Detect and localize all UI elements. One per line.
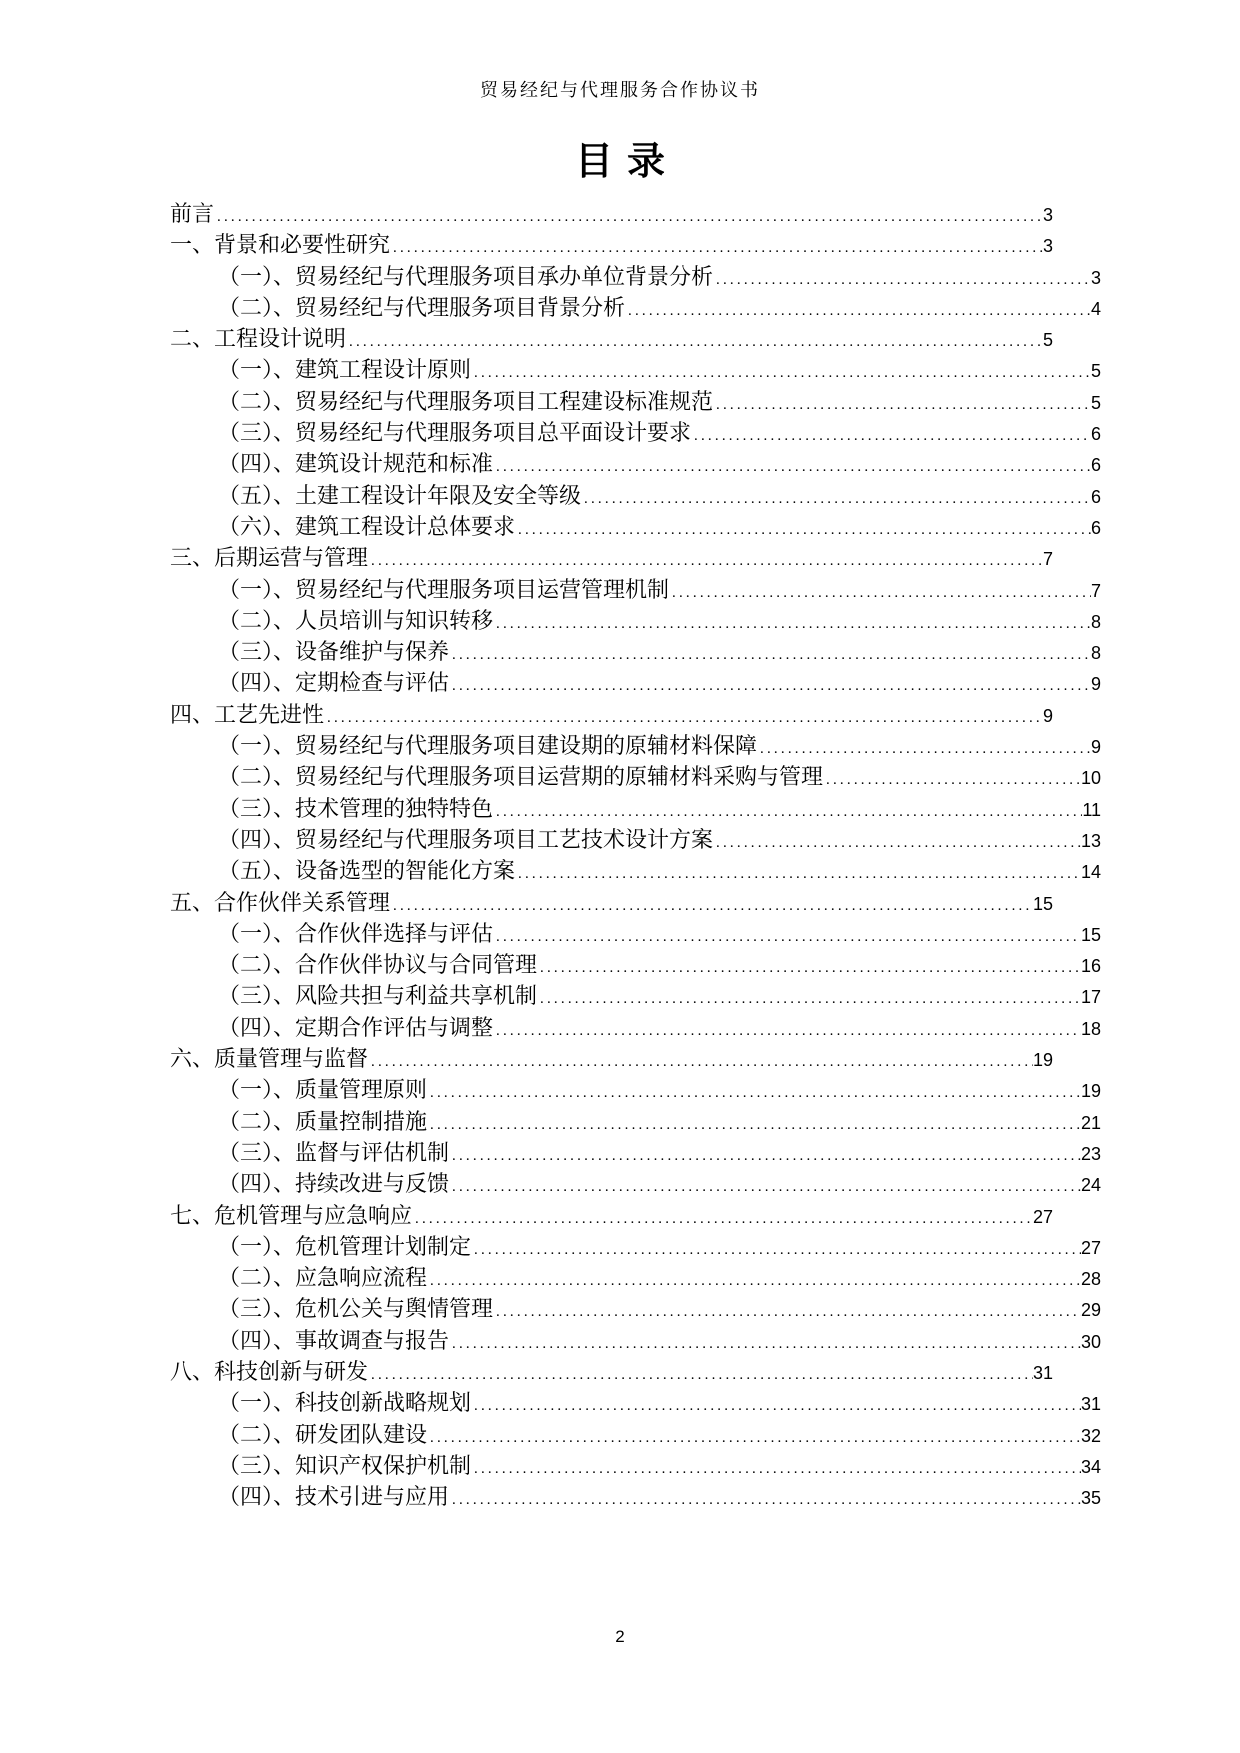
toc-entry[interactable] (170, 700, 1053, 731)
toc-entry-page-number: 8 (1090, 643, 1101, 664)
toc-dot-leader (346, 334, 1043, 351)
toc-dot-leader (449, 1492, 1081, 1509)
toc-entry-label: 三、后期运营与管理 (170, 545, 369, 571)
toc-entry[interactable] (170, 637, 1101, 668)
toc-entry[interactable] (170, 418, 1101, 449)
toc-entry-label: （二）、研发团队建设 (218, 1421, 428, 1447)
toc-dot-leader (471, 365, 1091, 382)
toc-entry[interactable] (170, 1420, 1101, 1451)
toc-dot-leader (427, 1430, 1081, 1447)
toc-entry[interactable] (170, 199, 1053, 230)
toc-entry-label: 二、工程设计说明 (170, 326, 347, 352)
toc-entry[interactable] (170, 794, 1101, 825)
toc-entry-page-number: 8 (1090, 611, 1101, 632)
toc-entry[interactable] (170, 731, 1101, 762)
toc-entry-page-number: 5 (1090, 392, 1101, 413)
toc-dot-leader (493, 459, 1091, 476)
toc-dot-leader (214, 209, 1043, 226)
toc-entry-page-number: 19 (1080, 1081, 1101, 1102)
toc-dot-leader (493, 929, 1081, 946)
toc-dot-leader (449, 647, 1091, 664)
toc-entry[interactable] (170, 575, 1101, 606)
toc-entry[interactable] (170, 950, 1101, 981)
toc-entry-label: （四）、贸易经纪与代理服务项目工艺技术设计方案 (218, 826, 714, 852)
toc-entry-page-number: 27 (1080, 1237, 1101, 1258)
toc-entry-page-number: 9 (1042, 705, 1053, 726)
toc-entry-label: （四）、建筑设计规范和标准 (218, 451, 494, 477)
toc-dot-leader (625, 303, 1091, 320)
toc-entry[interactable] (170, 1263, 1101, 1294)
toc-dot-leader (713, 835, 1081, 852)
toc-dot-leader (412, 1211, 1033, 1228)
toc-entry-label: 一、背景和必要性研究 (170, 232, 391, 258)
toc-entry-page-number: 27 (1032, 1206, 1053, 1227)
toc-entry-page-number: 9 (1090, 674, 1101, 695)
toc-entry-page-number: 14 (1080, 862, 1101, 883)
toc-entry[interactable] (170, 919, 1101, 950)
toc-entry-page-number: 5 (1090, 361, 1101, 382)
toc-entry-page-number: 30 (1080, 1331, 1101, 1352)
toc-entry[interactable] (170, 293, 1101, 324)
toc-entry-label: （一）、贸易经纪与代理服务项目运营管理机制 (218, 576, 670, 602)
toc-entry[interactable] (170, 1107, 1101, 1138)
toc-entry-label: （五）、设备选型的智能化方案 (218, 858, 516, 884)
toc-entry-label: （四）、定期检查与评估 (218, 670, 450, 696)
table-of-contents (170, 199, 1101, 1513)
toc-entry-page-number: 16 (1080, 956, 1101, 977)
toc-entry-label: （三）、技术管理的独特特色 (218, 795, 494, 821)
toc-entry[interactable] (170, 481, 1101, 512)
toc-entry[interactable] (170, 606, 1101, 637)
toc-dot-leader (427, 1085, 1081, 1102)
toc-dot-leader (691, 428, 1091, 445)
toc-entry-label: （三）、设备维护与保养 (218, 639, 450, 665)
toc-entry-page-number: 21 (1080, 1112, 1101, 1133)
toc-dot-leader (515, 522, 1091, 539)
toc-dot-leader (823, 772, 1081, 789)
toc-entry-page-number: 35 (1080, 1488, 1101, 1509)
toc-entry-page-number: 29 (1080, 1300, 1101, 1321)
toc-entry-label: （四）、定期合作评估与调整 (218, 1014, 494, 1040)
toc-entry-label: （一）、质量管理原则 (218, 1077, 428, 1103)
toc-entry-page-number: 6 (1090, 424, 1101, 445)
toc-entry-page-number: 24 (1080, 1175, 1101, 1196)
toc-entry-page-number: 15 (1032, 893, 1053, 914)
toc-entry[interactable] (170, 1357, 1053, 1388)
toc-dot-leader (537, 960, 1081, 977)
toc-entry-page-number: 4 (1090, 298, 1101, 319)
toc-entry-page-number: 6 (1090, 486, 1101, 507)
toc-entry[interactable] (170, 1044, 1053, 1075)
toc-entry[interactable] (170, 230, 1053, 261)
toc-entry-label: （二）、应急响应流程 (218, 1265, 428, 1291)
toc-entry-label: （三）、知识产权保护机制 (218, 1452, 472, 1478)
toc-entry[interactable] (170, 668, 1101, 699)
toc-dot-leader (471, 1461, 1081, 1478)
toc-entry-label: （五）、土建工程设计年限及安全等级 (218, 482, 582, 508)
toc-dot-leader (581, 491, 1091, 508)
toc-entry[interactable] (170, 262, 1101, 293)
toc-dot-leader (390, 240, 1043, 257)
toc-entry-page-number: 17 (1080, 987, 1101, 1008)
toc-dot-leader (471, 1398, 1081, 1415)
toc-dot-leader (713, 397, 1091, 414)
toc-entry-page-number: 15 (1080, 924, 1101, 945)
toc-entry[interactable] (170, 1013, 1101, 1044)
toc-entry-label: （一）、贸易经纪与代理服务项目建设期的原辅材料保障 (218, 733, 758, 759)
toc-entry[interactable] (170, 355, 1101, 386)
toc-dot-leader (368, 553, 1043, 570)
toc-entry-page-number: 11 (1082, 799, 1101, 820)
toc-entry-page-number: 7 (1042, 549, 1053, 570)
toc-entry-page-number: 5 (1042, 330, 1053, 351)
toc-entry-label: （四）、持续改进与反馈 (218, 1171, 450, 1197)
toc-entry-label: 五、合作伙伴关系管理 (170, 889, 391, 915)
toc-entry[interactable] (170, 512, 1101, 543)
toc-entry-label: 前言 (170, 201, 215, 226)
toc-entry[interactable] (170, 1169, 1101, 1200)
page-number-footer: 2 (615, 1627, 625, 1646)
toc-entry-label: 四、工艺先进性 (170, 701, 325, 727)
toc-entry-page-number: 28 (1080, 1269, 1101, 1290)
toc-entry[interactable] (170, 1294, 1101, 1325)
toc-entry[interactable] (170, 1388, 1101, 1419)
toc-entry[interactable] (170, 1451, 1101, 1482)
toc-entry-label: （二）、合作伙伴协议与合同管理 (218, 952, 538, 978)
toc-entry-page-number: 13 (1080, 830, 1101, 851)
toc-entry-page-number: 34 (1080, 1456, 1101, 1477)
toc-entry-label: 八、科技创新与研发 (170, 1358, 369, 1384)
toc-entry[interactable] (170, 1075, 1101, 1106)
toc-dot-leader (537, 991, 1081, 1008)
toc-dot-leader (449, 1148, 1081, 1165)
toc-entry[interactable] (170, 1232, 1101, 1263)
toc-dot-leader (324, 710, 1043, 727)
toc-dot-leader (757, 741, 1091, 758)
toc-dot-leader (493, 1304, 1081, 1321)
toc-entry[interactable] (170, 449, 1101, 480)
toc-dot-leader (368, 1367, 1033, 1384)
toc-entry[interactable] (170, 1138, 1101, 1169)
toc-entry-page-number: 6 (1090, 517, 1101, 538)
toc-entry[interactable] (170, 1482, 1101, 1513)
toc-dot-leader (390, 898, 1033, 915)
toc-entry-label: （一）、贸易经纪与代理服务项目承办单位背景分析 (218, 263, 714, 289)
document-header-title: 贸易经纪与代理服务合作协议书 (480, 80, 760, 100)
toc-entry-page-number: 3 (1042, 205, 1053, 225)
toc-entry-page-number: 9 (1090, 737, 1101, 758)
toc-entry-label: （二）、贸易经纪与代理服务项目背景分析 (218, 294, 626, 320)
toc-dot-leader (427, 1273, 1081, 1290)
toc-dot-leader (368, 1054, 1033, 1071)
toc-entry-page-number: 23 (1080, 1143, 1101, 1164)
toc-entry-label: （二）、贸易经纪与代理服务项目工程建设标准规范 (218, 388, 714, 414)
toc-entry-label: 七、危机管理与应急响应 (170, 1202, 413, 1228)
toc-dot-leader (449, 1179, 1081, 1196)
toc-entry-label: （三）、危机公关与舆情管理 (218, 1296, 494, 1322)
toc-entry-page-number: 3 (1090, 267, 1101, 288)
toc-entry-label: （三）、贸易经纪与代理服务项目总平面设计要求 (218, 420, 692, 446)
toc-dot-leader (515, 866, 1081, 883)
toc-title: 目录 (574, 141, 679, 183)
toc-entry[interactable] (170, 856, 1101, 887)
toc-entry-label: （一）、建筑工程设计原则 (218, 357, 472, 383)
toc-entry[interactable] (170, 387, 1101, 418)
toc-entry[interactable] (170, 543, 1053, 574)
toc-entry[interactable] (170, 888, 1053, 919)
toc-entry-label: （二）、质量控制措施 (218, 1108, 428, 1134)
toc-entry-label: （一）、科技创新战略规划 (218, 1390, 472, 1416)
toc-entry-label: （二）、贸易经纪与代理服务项目运营期的原辅材料采购与管理 (218, 764, 824, 790)
toc-entry[interactable] (170, 324, 1053, 355)
toc-dot-leader (713, 272, 1091, 289)
toc-entry-label: （四）、事故调查与报告 (218, 1327, 450, 1353)
toc-entry-label: （一）、危机管理计划制定 (218, 1233, 472, 1259)
toc-entry-page-number: 18 (1080, 1018, 1101, 1039)
toc-dot-leader (493, 1023, 1081, 1040)
toc-entry-page-number: 31 (1080, 1394, 1101, 1415)
toc-entry-label: （三）、风险共担与利益共享机制 (218, 983, 538, 1009)
toc-entry-label: （二）、人员培训与知识转移 (218, 607, 494, 633)
toc-entry[interactable] (170, 1201, 1053, 1232)
toc-entry[interactable] (170, 1326, 1101, 1357)
toc-dot-leader (449, 678, 1091, 695)
toc-entry[interactable] (170, 981, 1101, 1012)
toc-entry[interactable] (170, 762, 1101, 793)
toc-entry-label: （四）、技术引进与应用 (218, 1484, 450, 1510)
toc-entry-page-number: 7 (1090, 580, 1101, 601)
toc-entry-page-number: 6 (1090, 455, 1101, 476)
toc-dot-leader (449, 1336, 1081, 1353)
toc-entry-page-number: 31 (1032, 1362, 1053, 1383)
toc-entry[interactable] (170, 825, 1101, 856)
toc-dot-leader (493, 804, 1082, 821)
toc-dot-leader (471, 1242, 1081, 1259)
toc-entry-page-number: 3 (1042, 236, 1053, 257)
toc-entry-label: （三）、监督与评估机制 (218, 1139, 450, 1165)
toc-entry-label: （一）、合作伙伴选择与评估 (218, 920, 494, 946)
toc-dot-leader (427, 1117, 1081, 1134)
toc-dot-leader (493, 616, 1091, 633)
toc-entry-page-number: 19 (1032, 1050, 1053, 1071)
toc-entry-page-number: 32 (1080, 1425, 1101, 1446)
toc-entry-label: （六）、建筑工程设计总体要求 (218, 513, 516, 539)
toc-entry-label: 六、质量管理与监督 (170, 1046, 369, 1072)
toc-dot-leader (669, 585, 1091, 602)
toc-entry-page-number: 10 (1080, 768, 1101, 789)
